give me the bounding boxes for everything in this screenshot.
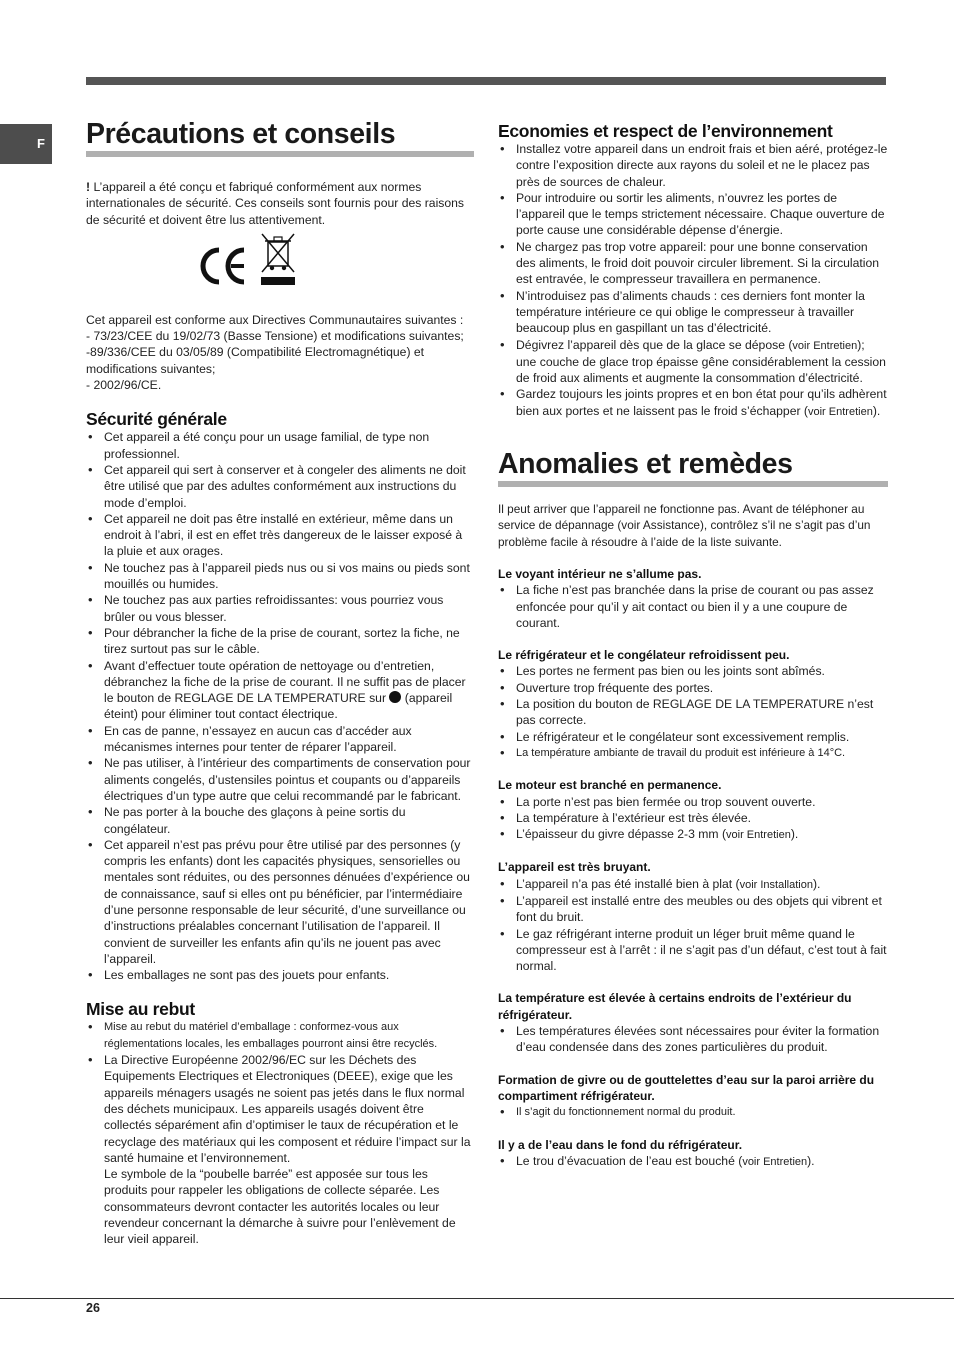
list-item: • La température ambiante de travail du produit est inférieure à 14°C. (498, 745, 888, 761)
list-item: • Le gaz réfrigérant interne produit un léger bruit même quand le compresseur est à l’arrêt : il ne s’agit pas d’un défaut, c’est tout à fait normal. (498, 926, 888, 975)
anomaly-list (498, 663, 888, 761)
list-item: • La position du bouton de REGLAGE DE LA TEMPERATURE n’est pas correcte. (498, 696, 888, 729)
list-item: • Ouverture trop fréquente des portes. (498, 680, 888, 696)
anomaly-list (498, 1023, 888, 1056)
directive-line: - 2002/96/CE. (86, 378, 162, 393)
list-item: • Gardez toujours les joints propres et en bon état pour qu’ils adhèrent bien aux portes et ne laissent pas le froid s’échapper (voir Entretien). (498, 386, 888, 420)
anomaly-list (498, 794, 888, 844)
cross-reference: voir Entretien (808, 405, 873, 418)
language-tab: F (0, 124, 52, 164)
heading-mise-au-rebut: Mise au rebut (86, 999, 195, 1020)
anomaly-heading: La température est élevée à certains endroits de l’extérieur du réfrigérateur. (498, 991, 852, 1022)
page-number: 26 (86, 1301, 100, 1315)
crossed-out-bin-icon (258, 232, 298, 286)
list-item: • Installez votre appareil dans un endroit frais et bien aéré, protégez-le contre l’exposition directe aux rayons du soleil et ne le placez pas près de sources de chaleur. (498, 141, 888, 190)
warning-mark: ! (86, 180, 91, 194)
list-item: • Il s’agit du fonctionnement normal du produit. (498, 1104, 888, 1120)
anomaly-section (498, 777, 888, 843)
list-item: • Ne touchez pas aux parties refroidissantes: vous pourriez vous brûler ou vous blesser. (86, 592, 474, 625)
list-item: • En cas de panne, n’essayez en aucun cas d’accéder aux mécanismes internes pour tenter de réparer l’appareil. (86, 723, 474, 756)
disposal-list (86, 1019, 474, 1247)
anomaly-heading: Le moteur est branché en permanence. (498, 778, 722, 793)
anomalies-intro: Il peut arriver que l’appareil ne fonctionne pas. Avant de téléphoner au service de dépannage (voir Assistance), contrôlez s’il ne s’agit pas d’un problème facile à résoudre à l’aide de la liste suivante. (498, 502, 871, 549)
list-item: • L’épaisseur du givre dépasse 2-3 mm (voir Entretien). (498, 826, 888, 843)
directive-line: Cet appareil est conforme aux Directives Communautaires suivantes : (86, 312, 464, 327)
cross-reference: voir Installation (739, 878, 813, 891)
anomaly-sections (498, 566, 888, 1170)
list-item: • Le trou d’évacuation de l’eau est bouché (voir Entretien). (498, 1153, 888, 1170)
heading-securite: Sécurité générale (86, 409, 227, 430)
directives-block (86, 312, 474, 393)
list-item: • Les portes ne ferment pas bien ou les joints sont abîmés. (498, 663, 888, 679)
list-item: • Mise au rebut du matériel d’emballage : conformez-vous aux réglementations locales, les emballages pourront ainsi être recyclés. (86, 1019, 474, 1052)
security-list (86, 429, 474, 983)
left-column (86, 118, 474, 1248)
anomaly-section (498, 1072, 888, 1121)
list-item: • Les températures élevées sont nécessaires pour éviter la formation d’eau condensée dans des zones particulières du produit. (498, 1023, 888, 1056)
heading-economies: Economies et respect de l’environnement (498, 121, 833, 141)
anomaly-section (498, 647, 888, 761)
anomaly-heading: L’appareil est très bruyant. (498, 860, 651, 875)
footer-rule (0, 1298, 954, 1299)
anomaly-heading: Le réfrigérateur et le congélateur refroidissent peu. (498, 648, 790, 663)
list-item: • Ne chargez pas trop votre appareil: pour une bonne conservation des aliments, le froid doit pouvoir circuler librement. Si la circulation est entravée, le compresseur travaillera en permanence. (498, 239, 888, 288)
right-column (498, 121, 888, 1170)
anomaly-section (498, 1137, 888, 1171)
list-item: • Avant d’effectuer toute opération de nettoyage ou d’entretien, débranchez la fiche de la prise de courant. Il ne suffit pas de placer le bouton de REGLAGE DE LA TEMPERATURE sur (appareil éteint) pour éliminer tout contact électrique. (86, 658, 474, 723)
section-title-anomalies: Anomalies et remèdes (498, 448, 888, 487)
list-item: • Cet appareil n’est pas prévu pour être utilisé par des personnes (y compris les enfants) dont les capacités physiques, sensorielles ou mentales sont réduites, ou des personnes dénuées d’expérience ou de connaissance, sauf si elles ont pu bénéficier, par l’intermédiaire d’une personne responsable de leur sécurité, d’une surveillance ou d’instructions préalables concernant l’utilisation de l’appareil. Il convient de surveiller les enfants afin qu’ils ne jouent pas avec l’appareil. (86, 837, 474, 967)
list-item: • La température à l’extérieur est très élevée. (498, 810, 888, 826)
list-item: • La Directive Européenne 2002/96/EC sur les Déchets des Equipements Electriques et Electroniques (DEEE), exige que les appareils ménagers usagés ne soient pas jetés dans le flux normal des déchets municipaux. Les appareils usagés doivent être collectés séparément afin d’optimiser le taux de récupération et le recyclage des matériaux qui les composent et réduire l’impact sur la santé humaine et l’environnement. Le symbole de la “poubelle barrée” est apposée sur tous les produits pour rappeler les obligations de collecte séparée. Les consommateurs devront contacter les autorités locales ou leur revendeur concernant la démarche à suivre pour l’enlèvement de leur vieil appareil. (86, 1052, 474, 1248)
anomaly-list (498, 876, 888, 975)
certification-logos (86, 232, 474, 294)
list-item: • Pour introduire ou sortir les aliments, n’ouvrez les portes de l’appareil que le temps strictement nécessaire. Chaque ouverture de porte cause une considérable dépense d’énergie. (498, 190, 888, 239)
list-item: • Ne pas utiliser, à l’intérieur des compartiments de conservation pour aliments congelés, d’ustensiles pointus et coupants ou d’appareils électriques d’un type autre que celui recommandé par le fabricant. (86, 755, 474, 804)
list-item: • Cet appareil qui sert à conserver et à congeler des aliments ne doit être utilisé que par des adultes conformément aux instructions du mode d’emploi. (86, 462, 474, 511)
list-item: • La porte n’est pas bien fermée ou trop souvent ouverte. (498, 794, 888, 810)
anomaly-heading: Formation de givre ou de gouttelettes d’eau sur la paroi arrière du compartiment réfrigérateur. (498, 1072, 875, 1103)
list-item: • L’appareil est installé entre des meubles ou des objets qui vibrent et font du bruit. (498, 893, 888, 926)
list-item: • La fiche n’est pas branchée dans la prise de courant ou pas assez enfoncée pour qu’il y ait contact ou bien il y a une coupure de courant. (498, 582, 888, 631)
economy-list (498, 141, 888, 420)
section-title-precautions: Précautions et conseils (86, 118, 474, 157)
intro-paragraph: ! L’appareil a été conçu et fabriqué conformément aux normes internationales de sécurité. Ces conseils sont fournis pour des raisons de sécurité et doivent être lus attentivement. (86, 180, 465, 227)
cross-reference: voir Entretien (726, 829, 791, 842)
cross-reference: voir Entretien (792, 339, 858, 352)
list-item: • Les emballages ne sont pas des jouets pour enfants. (86, 967, 474, 983)
anomaly-section (498, 859, 888, 974)
anomaly-heading: Le voyant intérieur ne s’allume pas. (498, 566, 702, 581)
anomaly-heading: Il y a de l’eau dans le fond du réfrigérateur. (498, 1137, 743, 1152)
list-item: • Ne pas porter à la bouche des glaçons à peine sortis du congélateur. (86, 804, 474, 837)
directive-line: -89/336/CEE du 03/05/89 (Compatibilité Electromagnétique) et modifications suivantes; (86, 345, 425, 376)
list-item: • L’appareil n’a pas été installé bien à plat (voir Installation). (498, 876, 888, 893)
list-item: • N’introduisez pas d’aliments chauds : ces derniers font monter la température intérieure ce qui oblige le compresseur à travailler beaucoup plus en gaspillant un tas d’électricité. (498, 288, 888, 337)
cross-reference: voir Entretien (742, 1155, 808, 1168)
list-item: • Cet appareil a été conçu pour un usage familial, de type non professionnel. (86, 429, 474, 462)
list-item: • Pour débrancher la fiche de la prise de courant, sortez la fiche, ne tirez surtout pas sur le câble. (86, 625, 474, 658)
list-item: • Dégivrez l’appareil dès que de la glace se dépose (voir Entretien); une couche de glace trop épaisse gêne considérablement la cession de froid aux aliments et augmente la consommation d’électricité. (498, 337, 888, 387)
anomaly-list (498, 582, 888, 631)
anomaly-list (498, 1104, 888, 1120)
ce-mark-icon (198, 244, 250, 288)
list-item: • Cet appareil ne doit pas être installé en extérieur, même dans un endroit à l’abri, il est en effet très dangereux de le laisser exposé à la pluie et aux orages. (86, 511, 474, 560)
off-position-dot-icon (389, 691, 401, 703)
anomaly-list (498, 1153, 888, 1170)
top-bar (86, 77, 886, 85)
directive-line: - 73/23/CEE du 19/02/73 (Basse Tensione) et modifications suivantes; (86, 329, 464, 344)
anomaly-section (498, 566, 888, 631)
list-item: • Le réfrigérateur et le congélateur sont excessivement remplis. (498, 729, 888, 745)
anomaly-section (498, 990, 888, 1055)
list-item: • Ne touchez pas à l’appareil pieds nus ou si vos mains ou pieds sont mouillés ou humides. (86, 560, 474, 593)
